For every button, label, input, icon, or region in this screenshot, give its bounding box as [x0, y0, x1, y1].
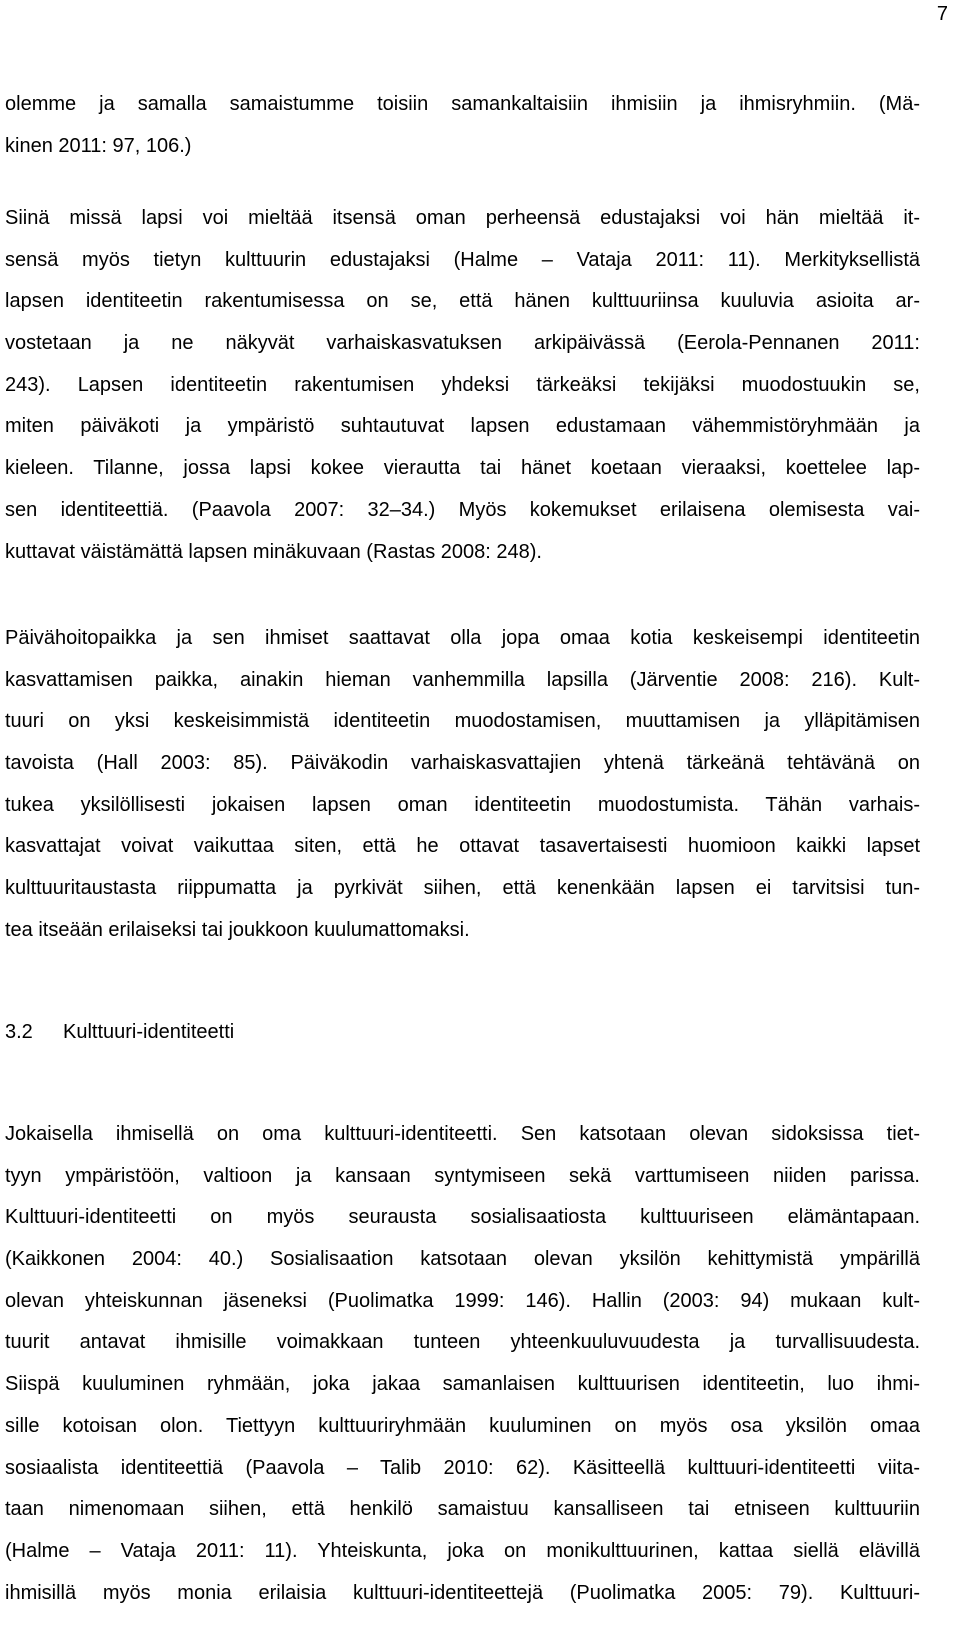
- text-line: tea itseään erilaiseksi tai joukkoon kuulumattomaksi.: [5, 918, 470, 941]
- text-line: lapsen identiteetin rakentumisessa on se, että hänen kulttuuriinsa kuuluvia asioita ar-: [5, 290, 920, 313]
- text-line: sensä myös tietyn kulttuurin edustajaksi (Halme – Vataja 2011: 11). Merkityksellistä: [5, 248, 920, 271]
- paragraph-3: [5, 618, 920, 952]
- text-line: Siinä missä lapsi voi mieltää itsensä oman perheensä edustajaksi voi hän mieltää it-: [5, 207, 920, 229]
- text-line: sosiaalista identiteettiä (Paavola – Talib 2010: 62). Käsitteellä kulttuuri-identiteetti viita-: [5, 1456, 920, 1479]
- text-line: tuurit antavat ihmisille voimakkaan tunteen yhteenkuuluvuudesta ja turvallisuudesta.: [5, 1331, 920, 1354]
- text-line: Päivähoitopaikka ja sen ihmiset saattavat olla jopa omaa kotia keskeisempi identiteetin: [5, 627, 920, 649]
- text-line: ihmisillä myös monia erilaisia kulttuuri-identiteettejä (Puolimatka 2005: 79). Kulttuuri-: [5, 1581, 920, 1604]
- text-line: vostetaan ja ne näkyvät varhaiskasvatuksen arkipäivässä (Eerola-Pennanen 2011:: [5, 332, 920, 355]
- text-line: olevan yhteiskunnan jäseneksi (Puolimatka 1999: 146). Hallin (2003: 94) mukaan kult-: [5, 1289, 920, 1312]
- text-line: kieleen. Tilanne, jossa lapsi kokee vierautta tai hänet koetaan vieraaksi, koettelee lap-: [5, 457, 920, 480]
- text-line: kulttuuritaustasta riippumatta ja pyrkivät siihen, että kenenkään lapsen ei tarvitsisi tun-: [5, 877, 920, 900]
- text-line: kuttavat väistämättä lapsen minäkuvaan (Rastas 2008: 248).: [5, 540, 542, 563]
- text-line: tuuri on yksi keskeisimmistä identiteetin muodostamisen, muuttamisen ja ylläpitämisen: [5, 710, 920, 733]
- text-line: (Kaikkonen 2004: 40.) Sosialisaation katsotaan olevan yksilön kehittymistä ympärillä: [5, 1248, 920, 1271]
- text-line: tyyn ympäristöön, valtioon ja kansaan syntymiseen sekä varttumiseen niiden parissa.: [5, 1164, 920, 1187]
- text-line: tavoista (Hall 2003: 85). Päiväkodin varhaiskasvattajien yhtenä tärkeänä tehtävänä on: [5, 752, 920, 775]
- text-line: kasvattamisen paikka, ainakin hieman vanhemmilla lapsilla (Järventie 2008: 216). Kult-: [5, 668, 920, 691]
- paragraph-1: [5, 84, 920, 167]
- text-line: 243). Lapsen identiteetin rakentumisen yhdeksi tärkeäksi tekijäksi muodostuukin se,: [5, 373, 920, 396]
- text-line: Siispä kuuluminen ryhmään, joka jakaa samanlaisen kulttuurisen identiteetin, luo ihmi-: [5, 1373, 920, 1396]
- text-line: tukea yksilöllisesti jokaisen lapsen oman identiteetin muodostumista. Tähän varhais-: [5, 793, 920, 816]
- text-line: Jokaisella ihmisellä on oma kulttuuri-identiteetti. Sen katsotaan olevan sidoksissa tiet-: [5, 1123, 920, 1145]
- section-heading: [5, 1012, 920, 1054]
- section-number: 3.2: [5, 1021, 33, 1043]
- text-line: taan nimenomaan siihen, että henkilö samaistuu kansalliseen tai etniseen kulttuuriin: [5, 1498, 920, 1521]
- text-line: Kulttuuri-identiteetti on myös seurausta sosialisaatiosta kulttuuriseen elämäntapaan.: [5, 1206, 920, 1229]
- text-line: olemme ja samalla samaistumme toisiin samankaltaisiin ihmisiin ja ihmisryhmiin. (Mä-: [5, 93, 920, 115]
- text-line: sen identiteettiä. (Paavola 2007: 32–34.) Myös kokemukset erilaisena olemisesta vai-: [5, 498, 920, 521]
- text-line: kinen 2011: 97, 106.): [5, 134, 192, 157]
- text-line: sille kotoisan olon. Tiettyyn kulttuuriryhmään kuuluminen on myös osa yksilön omaa: [5, 1414, 920, 1437]
- section-title: Kulttuuri-identiteetti: [63, 1021, 235, 1043]
- text-line: (Halme – Vataja 2011: 11). Yhteiskunta, joka on monikulttuurinen, kattaa siellä elävillä: [5, 1539, 920, 1562]
- section-paragraph: [5, 1114, 920, 1614]
- text-line: kasvattajat voivat vaikuttaa siten, että he ottavat tasavertaisesti huomioon kaikki lapset: [5, 835, 920, 858]
- paragraph-2: [5, 198, 920, 573]
- text-line: miten päiväkoti ja ympäristö suhtautuvat lapsen edustamaan vähemmistöryhmään ja: [5, 415, 920, 438]
- page-number: 7: [936, 3, 948, 25]
